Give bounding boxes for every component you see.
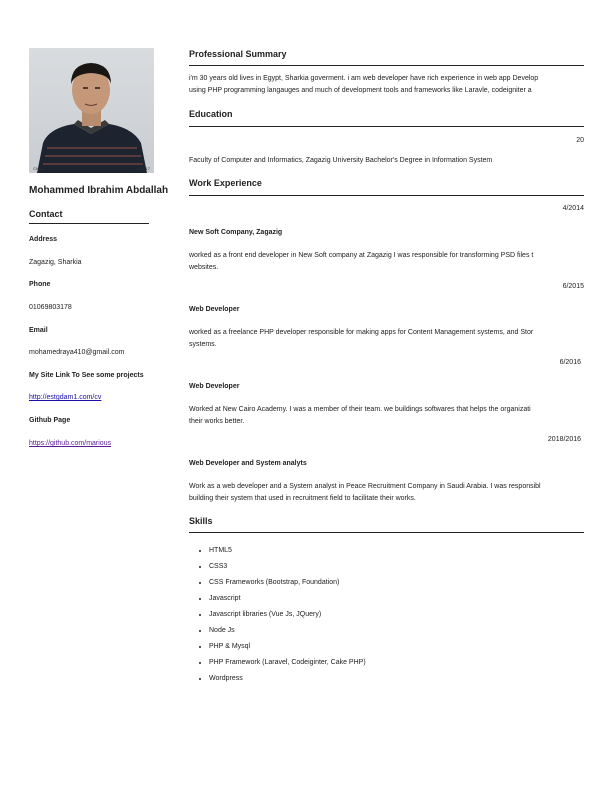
- skill-item: • HTML5: [209, 543, 366, 559]
- skill-item: • CSS Frameworks (Bootstrap, Foundation): [209, 575, 366, 591]
- job-desc-line-2: their works better.: [189, 418, 245, 425]
- github-label: Github Page: [29, 417, 71, 424]
- phone-value: 01069803178: [29, 304, 72, 311]
- github-link[interactable]: https://github.com/marious: [29, 440, 112, 447]
- job-title: Web Developer and System analyts: [189, 460, 307, 467]
- photo-stamp-left: CNO: [33, 166, 42, 171]
- address-value: Zagazig, Sharkia: [29, 259, 82, 266]
- summary-line-1: i'm 30 years old lives in Egypt, Sharkia goverment. i am web developer have rich experience in web app Develop: [189, 75, 539, 82]
- skills-heading: Skills: [189, 516, 213, 526]
- job-date: 2018/2016: [547, 436, 581, 443]
- job-date: 6/2015: [562, 283, 584, 290]
- person-name: Mohammed Ibrahim Abdallah: [29, 185, 169, 196]
- profile-photo: [29, 48, 154, 173]
- skill-item: • CSS3: [209, 559, 366, 575]
- job-date: 6/2016: [559, 359, 581, 366]
- site-label: My Site Link To See some projects: [29, 372, 144, 379]
- job-desc-line-1: worked as a front end developer in New Soft company at Zagazig I was responsible for transforming PSD files t: [189, 252, 534, 259]
- job-desc-line-2: systems.: [189, 341, 217, 348]
- job-title: New Soft Company, Zagazig: [189, 229, 283, 236]
- email-value: mohamedraya410@gmail.com: [29, 349, 125, 356]
- skills-list: [189, 543, 366, 687]
- job-desc-line-2: building their system that used in recruitment field to facilitate their works.: [189, 495, 416, 502]
- education-text: Faculty of Computer and Informatics, Zagazig University Bachelor's Degree in Information System: [189, 157, 493, 164]
- sidebar: [29, 48, 169, 447]
- photo-stamp-right: 8-2017: [137, 166, 150, 171]
- job-desc-line-1: Worked at New Cairo Academy. I was a member of their team. we buildings softwares that helps the organizati: [189, 406, 531, 413]
- job-date: 4/2014: [562, 205, 584, 212]
- job-desc-line-2: websites.: [189, 264, 219, 271]
- education-divider: [189, 126, 584, 127]
- work-divider: [189, 195, 584, 196]
- phone-label: Phone: [29, 281, 51, 288]
- work-heading: Work Experience: [189, 178, 262, 188]
- job-desc-line-1: Work as a web developer and a System analyst in Peace Recruitment Company in Saudi Arabia. I was responsibl: [189, 483, 541, 490]
- skill-item: • PHP & Mysql: [209, 639, 366, 655]
- skill-item: • Wordpress: [209, 671, 366, 687]
- job-title: Web Developer: [189, 306, 240, 313]
- skill-item: • Javascript: [209, 591, 366, 607]
- email-label: Email: [29, 327, 48, 334]
- contact-heading: Contact: [29, 209, 63, 219]
- main-content: [189, 0, 584, 792]
- contact-divider: [29, 223, 149, 224]
- skills-divider: [189, 532, 584, 533]
- skill-item: • Javascript libraries (Vue Js, JQuery): [209, 607, 366, 623]
- education-heading: Education: [189, 109, 233, 119]
- job-desc-line-1: worked as a freelance PHP developer responsible for making apps for Content Management systems, and Stor: [189, 329, 534, 336]
- summary-divider: [189, 65, 584, 66]
- site-link[interactable]: http://estgdam1.com/cv: [29, 394, 102, 401]
- summary-line-2: using PHP programming langauges and much of development tools and frameworks like Laravle, codeigniter a: [189, 87, 532, 94]
- skill-item: • Node Js: [209, 623, 366, 639]
- address-label: Address: [29, 236, 58, 243]
- summary-heading: Professional Summary: [189, 49, 287, 59]
- education-date: 20: [576, 137, 584, 144]
- skill-item: • PHP Framework (Laravel, Codeiginter, Cake PHP): [209, 655, 366, 671]
- job-title: Web Developer: [189, 383, 240, 390]
